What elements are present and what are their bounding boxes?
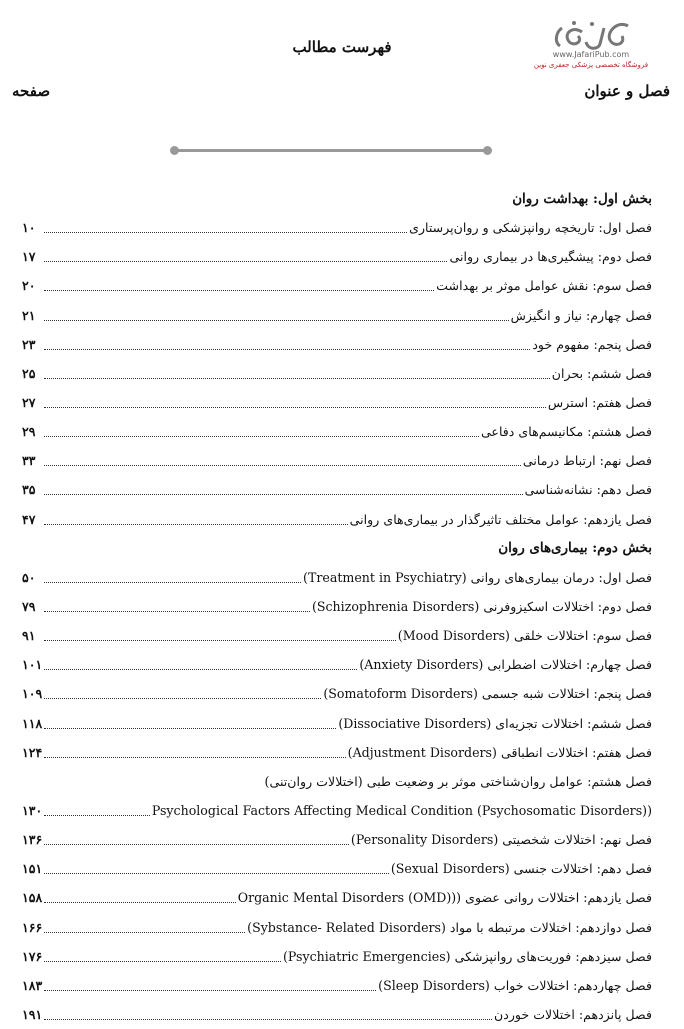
toc-entry[interactable] (22, 213, 652, 242)
dot-leader (44, 516, 348, 525)
toc-page-number: ۱۸۳ (22, 977, 43, 993)
toc-entry[interactable] (22, 505, 652, 534)
toc-entry-label: فصل پانزدهم: اختلالات خوردن (493, 1007, 652, 1022)
toc-entry-label: فصل سوم: اختلالات خلقی (Mood Disorders) (397, 628, 652, 644)
dot-leader (44, 399, 546, 408)
toc-entry-label: فصل نهم: اختلالات شخصیتی (Personality Disorders) (350, 832, 652, 848)
toc-entry[interactable] (22, 301, 652, 330)
dot-leader (44, 749, 345, 758)
dot-leader (44, 894, 235, 903)
dot-leader (44, 661, 357, 670)
dot-leader (44, 428, 479, 437)
toc-page-number: ۴۷ (22, 511, 36, 527)
toc-entry-label: فصل اول: تاریخچه روانپزشکی و روان‌پرستاری (409, 220, 652, 236)
dot-leader (44, 486, 523, 495)
publisher-tagline: فروشگاه تخصصی پزشکی جعفری نوین (533, 61, 649, 69)
toc-entry-label: فصل نهم: ارتباط درمانی (522, 453, 652, 469)
toc-entry[interactable] (22, 679, 652, 708)
decorative-divider (170, 146, 492, 156)
toc-page-number: ۱۰ (22, 220, 36, 236)
toc-entry-label: فصل پنجم: اختلالات شبه جسمی (Somatoform Disorders) (323, 686, 652, 702)
toc-entry[interactable] (22, 971, 652, 1000)
toc-entry-label: فصل دوم: پیشگیری‌ها در بیماری روانی (449, 249, 652, 265)
toc-entry-label: فصل چهاردهم: اختلالات خواب (Sleep Disorders) (378, 977, 652, 993)
toc-page-number: ۲۷ (22, 395, 36, 411)
toc-entry[interactable] (22, 709, 652, 738)
toc-entry-label: فصل هشتم: مکانیسم‌های دفاعی (480, 424, 652, 440)
toc-entry-label: فصل ششم: بحران (551, 365, 652, 381)
table-of-contents (22, 184, 652, 1029)
toc-entry[interactable] (22, 738, 652, 767)
toc-entry[interactable] (22, 417, 652, 446)
dot-leader (44, 982, 376, 991)
toc-entry[interactable] (22, 592, 652, 621)
dot-leader (44, 253, 447, 262)
toc-entry-label: فصل یازدهم: عوامل مختلف تاثیرگذار در بیماری‌های روانی (349, 511, 652, 527)
toc-entry[interactable] (22, 650, 652, 679)
dot-leader (44, 924, 245, 933)
toc-entry[interactable] (22, 621, 652, 650)
toc-page-number: ۷۹ (22, 599, 36, 615)
toc-entry-label: (Psychological Factors Affecting Medical Condition (Psychosomatic Disorders) (151, 803, 652, 819)
toc-entry[interactable] (22, 271, 652, 300)
dot-leader (44, 457, 521, 466)
toc-page-number: ۱۰۹ (22, 686, 43, 702)
toc-entry[interactable] (22, 796, 652, 825)
toc-page-number: ۲۰ (22, 278, 36, 294)
dot-leader (44, 953, 281, 962)
dot-leader (44, 807, 150, 816)
toc-entry-label: فصل هفتم: اختلالات انطباقی (Adjustment Disorders) (347, 744, 652, 760)
toc-entry-label: فصل سوم: نقش عوامل موثر بر بهداشت (436, 278, 652, 294)
dot-leader (44, 312, 509, 321)
toc-page-number: ۲۳ (22, 336, 36, 352)
dot-leader (44, 720, 336, 729)
toc-page-number: ۱۰۱ (22, 657, 43, 673)
toc-entry[interactable] (22, 475, 652, 504)
toc-page-number: ۹۱ (22, 628, 36, 644)
dot-leader (44, 865, 389, 874)
toc-entry-label: بخش دوم: بیماری‌های روان (498, 540, 652, 557)
toc-entry[interactable] (22, 388, 652, 417)
dot-leader (44, 836, 349, 845)
toc-entry[interactable] (22, 942, 652, 971)
dot-leader (44, 632, 396, 641)
toc-entry-label: فصل هشتم: عوامل روان‌شناختی موثر بر وضعیت طبی (اختلالات روان‌تنی) (264, 773, 652, 789)
toc-page-number: ۱۷ (22, 249, 36, 265)
toc-page-number: ۳۳ (22, 453, 36, 469)
toc-entry[interactable] (22, 446, 652, 475)
toc-entry-label: فصل دهم: نشانه‌شناسی (524, 482, 652, 498)
toc-entry[interactable] (22, 242, 652, 271)
toc-page-number: ۱۶۶ (22, 919, 43, 935)
toc-page-number: ۱۳۰ (22, 803, 43, 819)
toc-page-number: ۱۵۸ (22, 890, 43, 906)
dot-leader (44, 603, 310, 612)
toc-entry[interactable] (22, 883, 652, 912)
toc-entry-label: فصل هفتم: استرس (547, 395, 652, 411)
toc-entry-label: فصل چهارم: اختلالات اضطرابی (Anxiety Disorders) (359, 657, 652, 673)
toc-page-number: ۱۲۴ (22, 744, 43, 760)
toc-page-number: ۲۵ (22, 365, 36, 381)
dot-leader (44, 370, 550, 379)
toc-entry-label: فصل پنجم: مفهوم خود (532, 336, 652, 352)
toc-section-heading (22, 184, 652, 213)
toc-page-number: ۱۱۸ (22, 715, 43, 731)
toc-entry[interactable] (22, 825, 652, 854)
publisher-url: www.JafariPub.com (552, 50, 630, 59)
toc-entry (22, 767, 652, 796)
dot-leader (44, 282, 434, 291)
dot-leader (44, 690, 321, 699)
toc-page-number: ۱۵۱ (22, 861, 43, 877)
toc-page-number: ۱۳۶ (22, 832, 43, 848)
toc-page-number: ۱۹۱ (22, 1007, 43, 1022)
toc-section-heading (22, 534, 652, 563)
toc-entry[interactable] (22, 913, 652, 942)
toc-page-number: ۲۹ (22, 424, 36, 440)
toc-entry-label: فصل دوم: اختلالات اسکیزوفرنی (Schizophrenia Disorders) (311, 599, 652, 615)
toc-page-number: ۳۵ (22, 482, 36, 498)
toc-entry[interactable] (22, 563, 652, 592)
toc-entry-label: فصل ششم: اختلالات تجزیه‌ای (Dissociative Disorders) (338, 715, 652, 731)
toc-page-number: ۵۰ (22, 569, 36, 585)
page-title: فهرست مطالب (292, 38, 392, 56)
toc-page-number: ۱۷۶ (22, 948, 43, 964)
toc-entry-label: فصل دوازدهم: اختلالات مرتبطه با مواد (Sybstance- Related Disorders) (247, 919, 652, 935)
toc-entry[interactable] (22, 359, 652, 388)
dot-leader (44, 341, 530, 350)
toc-entry-label: فصل دهم: اختلالات جنسی (Sexual Disorders) (390, 861, 652, 877)
page-column-header: صفحه (12, 82, 51, 100)
toc-entry-label: فصل چهارم: نیاز و انگیزش (510, 307, 652, 323)
toc-entry-label: فصل اول: درمان بیماری‌های روانی (Treatment in Psychiatry) (303, 569, 652, 585)
chapter-column-header: فصل و عنوان (584, 82, 670, 100)
toc-entry-label: فصل سیزدهم: فوریت‌های روانپزشکی (Psychiatric Emergencies) (282, 948, 652, 964)
dot-leader (44, 224, 407, 233)
toc-entry-label: فصل یازدهم: اختلالات روانی عضوی ((Organic Mental Disorders (OMD) (237, 890, 652, 906)
toc-entry[interactable] (22, 854, 652, 883)
dot-leader (44, 1011, 492, 1020)
toc-entry[interactable] (22, 1000, 652, 1029)
toc-page-number: ۲۱ (22, 307, 36, 323)
toc-entry-label: بخش اول: بهداشت روان (512, 190, 652, 207)
toc-entry[interactable] (22, 330, 652, 359)
dot-leader (44, 574, 301, 583)
